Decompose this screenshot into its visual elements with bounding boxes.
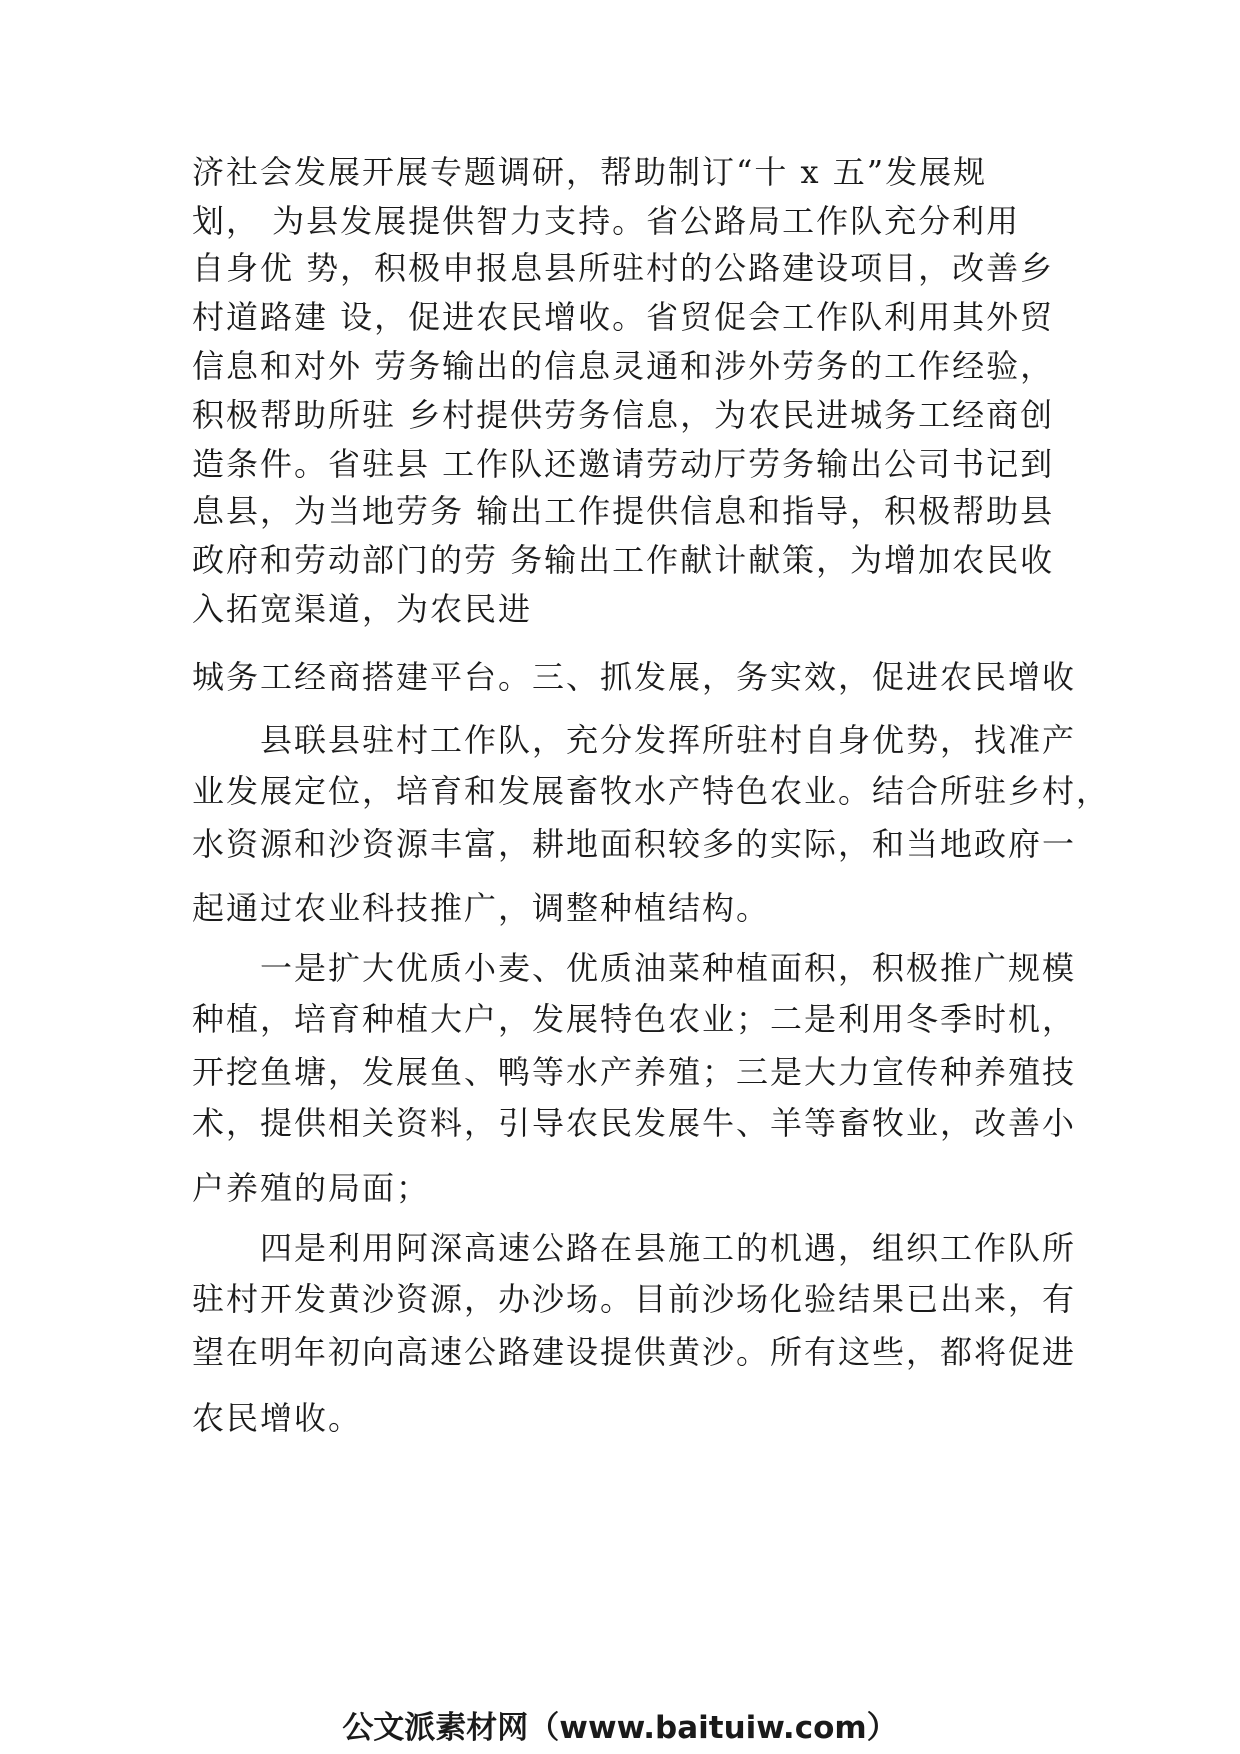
body-text-line: 驻村开发黄沙资源，办沙场。目前沙场化验结果已出来，有 xyxy=(192,1280,1077,1318)
paragraph-start-line: 县联县驻村工作队，充分发挥所驻村自身优势，找准产 xyxy=(192,721,1077,759)
body-text-line: 望在明年初向高速公路建设提供黄沙。所有这些，都将促进 xyxy=(192,1333,1077,1371)
body-text-line: 济社会发展开展专题调研，帮助制订“十 x 五”发展规 xyxy=(192,153,988,191)
section-heading-line: 城务工经商搭建平台。三、抓发展，务实效，促进农民增收 xyxy=(192,658,1077,696)
footer-watermark: 公文派素材网（www.baituiw.com） xyxy=(342,1710,898,1746)
body-text-line: 信息和对外 劳务输出的信息灵通和涉外劳务的工作经验， xyxy=(192,347,1055,385)
paragraph-start-line: 一是扩大优质小麦、优质油菜种植面积，积极推广规模 xyxy=(192,949,1077,987)
body-text-line: 起通过农业科技推广，调整种植结构。 xyxy=(192,889,771,927)
body-text-line: 农民增收。 xyxy=(192,1399,363,1437)
body-text-line: 自身优 势，积极申报息县所驻村的公路建设项目，改善乡 xyxy=(192,249,1055,287)
body-text-line: 息县，为当地劳务 输出工作提供信息和指导，积极帮助县 xyxy=(192,492,1055,530)
paragraph-start-line: 四是利用阿深高速公路在县施工的机遇，组织工作队所 xyxy=(192,1229,1077,1267)
body-text-line: 村道路建 设，促进农民增收。省贸促会工作队利用其外贸 xyxy=(192,298,1055,336)
body-text-line: 种植，培育种植大户，发展特色农业；二是利用冬季时机， xyxy=(192,1000,1077,1038)
body-text-line: 造条件。省驻县 工作队还邀请劳动厅劳务输出公司书记到 xyxy=(192,445,1055,483)
body-text-line: 积极帮助所驻 乡村提供劳务信息，为农民进城务工经商创 xyxy=(192,396,1055,434)
body-text-line: 业发展定位，培育和发展畜牧水产特色农业。结合所驻乡村， xyxy=(192,772,1111,810)
body-text-line: 入拓宽渠道，为农民进 xyxy=(192,590,533,628)
body-text-line: 户养殖的局面； xyxy=(192,1169,431,1207)
body-text-line: 开挖鱼塘，发展鱼、鸭等水产养殖；三是大力宣传种养殖技 xyxy=(192,1053,1077,1091)
body-text-line: 政府和劳动部门的劳 务输出工作献计献策，为增加农民收 xyxy=(192,541,1055,579)
body-text-line: 水资源和沙资源丰富，耕地面积较多的实际，和当地政府一 xyxy=(192,825,1077,863)
body-text-line: 划， 为县发展提供智力支持。省公路局工作队充分利用 xyxy=(192,202,1021,240)
body-text-line: 术，提供相关资料，引导农民发展牛、羊等畜牧业，改善小 xyxy=(192,1104,1077,1142)
